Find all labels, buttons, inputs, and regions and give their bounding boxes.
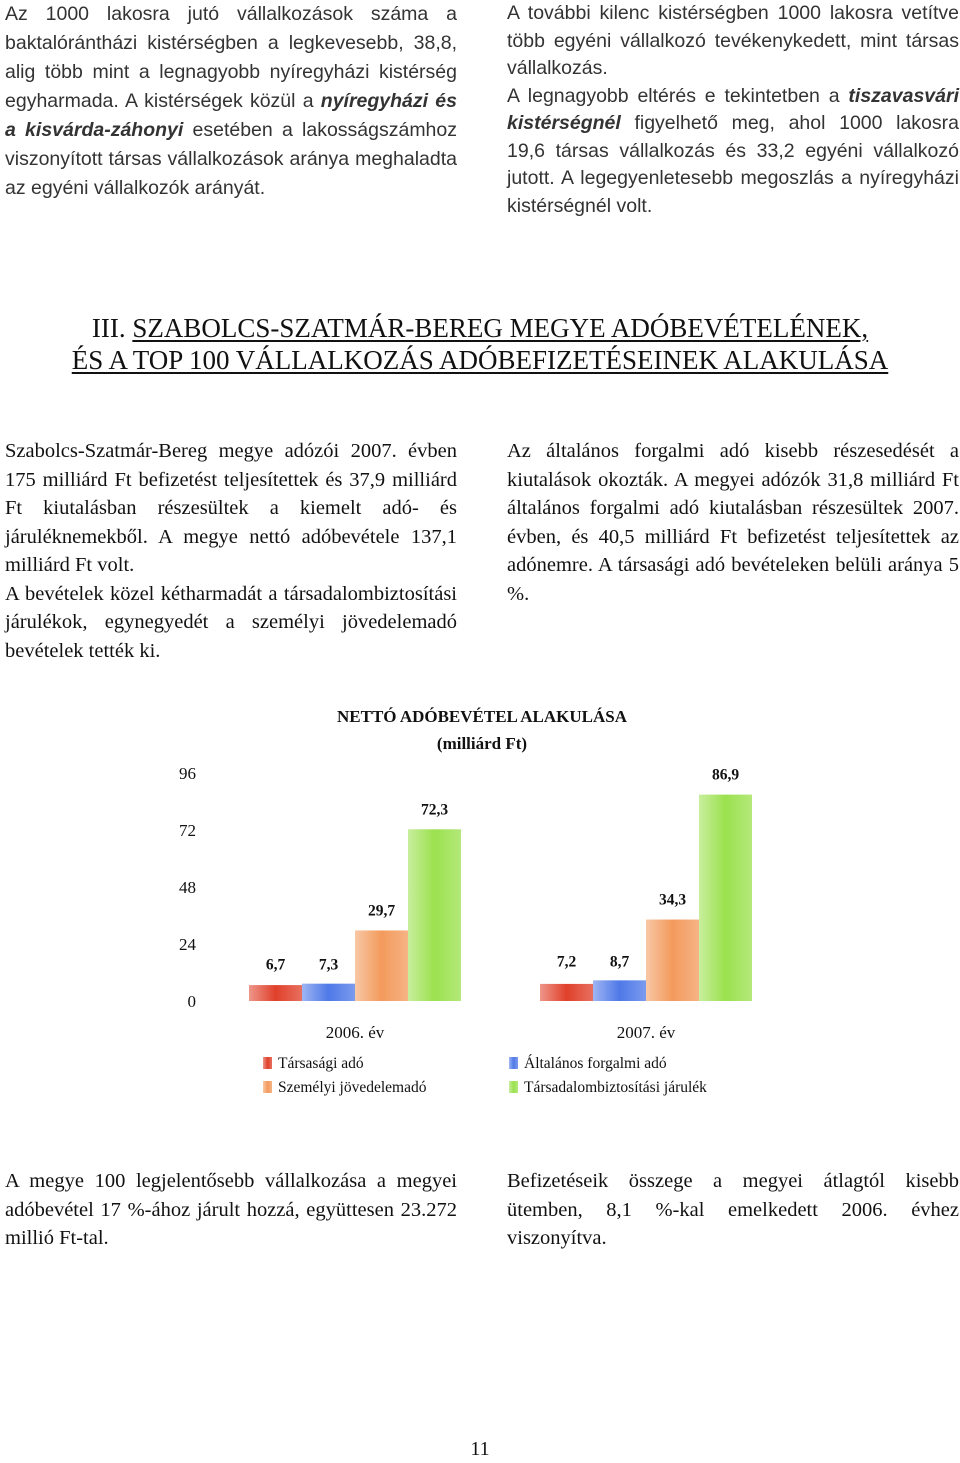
legend-label: Személyi jövedelemadó [278, 1079, 427, 1096]
bottom-right-column [507, 1167, 959, 1253]
middle-left-paragraph-2: A bevételek közel kétharmadát a társadalombiztosítási járulékok, egynegyedét a személyi jövedelemadó bevételek tették ki. [5, 582, 457, 662]
legend-swatch [509, 1057, 518, 1069]
paragraph-text-run: figyelhető meg, ahol 1000 lakosra 19,6 társas vállalkozás és 33,2 egyéni vállalkozó jutott. A legegyenletesebb megoszlás a nyíregyházi kistérségnél volt. [507, 112, 959, 217]
legend-label: Társadalombiztosítási járulék [524, 1079, 707, 1096]
data-label: 7,3 [318, 956, 339, 974]
chart-title: NETTÓ ADÓBEVÉTEL ALAKULÁSA [336, 707, 628, 726]
bar-2-4 [699, 795, 752, 1001]
section-heading-line-1 [0, 312, 960, 344]
bar-2-3 [646, 920, 699, 1001]
top-right-paragraph-2 [507, 83, 959, 221]
bottom-left-paragraph: A megye 100 legjelentősebb vállalkozása a megyei adóbevétel 17 %-ához járult hozzá, együttesen 23.272 millió Ft-tal. [5, 1170, 457, 1249]
y-tick-label: 96 [179, 764, 196, 783]
data-label: 8,7 [609, 953, 630, 971]
page-number: 11 [470, 1438, 490, 1460]
section-title-line-1: SZABOLCS-SZATMÁR-BEREG MEGYE ADÓBEVÉTELÉNEK, [132, 313, 869, 343]
middle-left-column [5, 437, 457, 665]
paragraph-text-run: esetében a lakosságszámhoz viszonyított társas vállalkozások aránya meghaladta az egyéni vállalkozók arányát. [5, 119, 458, 199]
bottom-right-paragraph: Befizetéseik összege a megyei átlagtól kisebb ütemben, 8,1 %-kal emelkedett 2006. évhez viszonyítva. [507, 1170, 959, 1249]
y-tick-label: 24 [179, 935, 196, 954]
paragraph-text-run: A legnagyobb eltérés e tekintetben a [507, 84, 849, 107]
bar-2-1 [540, 984, 593, 1001]
section-heading [0, 312, 960, 376]
data-label: 7,2 [556, 953, 577, 971]
legend-swatch [509, 1081, 518, 1093]
middle-right-paragraph: Az általános forgalmi adó kisebb részesedését a kiutalások okozták. A megyei adózók 31,8 milliárd Ft általános forgalmi adó kiutalásban részesültek 2007. évben, és 40,5 milliárd Ft befizetést teljesítettek az adónemre. A társasági adó bevételeken belüli aránya 5 %. [507, 440, 959, 605]
bar-1-2 [302, 984, 355, 1001]
paragraph-text-run: Az 1000 lakosra jutó vállalkozások száma a baktalórántházi kistérségben a legkevesebb, 38,8, alig több mint a legnagyobb nyíregyházi kistérség egyharmada. A kistérségek közül a [5, 3, 457, 112]
emphasis-text: nyíregyházi és a kisvárda-záhonyi [5, 90, 457, 141]
legend-label: Társasági adó [278, 1055, 364, 1072]
data-label: 86,9 [711, 766, 740, 784]
net-tax-revenue-chart [150, 695, 820, 1115]
y-tick-label: 48 [179, 878, 196, 897]
bar-1-1 [249, 985, 302, 1001]
y-tick-label: 72 [179, 821, 196, 840]
chart-subtitle: (milliárd Ft) [436, 734, 528, 753]
legend-swatch [263, 1057, 272, 1069]
legend-swatch [263, 1081, 272, 1093]
data-label: 72,3 [420, 801, 449, 819]
x-category-label: 2006. év [325, 1023, 385, 1042]
section-title-line-2: ÉS A TOP 100 VÁLLALKOZÁS ADÓBEFIZETÉSEINEK ALAKULÁSA [71, 345, 889, 375]
bottom-left-column [5, 1167, 457, 1253]
data-label: 29,7 [367, 902, 396, 920]
top-left-column [5, 0, 457, 203]
middle-left-paragraph-1: Szabolcs-Szatmár-Bereg megye adózói 2007. évben 175 milliárd Ft befizetést teljesítettek és 37,9 milliárd Ft kiutalásban részesültek a kiemelt adó- és járuléknemekből. A megye nettó adóbevétele 137,1 milliárd Ft volt. [5, 440, 457, 576]
data-label: 6,7 [265, 956, 286, 974]
top-left-paragraph [5, 0, 457, 203]
bar-2-2 [593, 980, 646, 1001]
middle-right-column [507, 437, 959, 608]
top-right-paragraph-1: A további kilenc kistérségben 1000 lakosra vetítve több egyéni vállalkozó tevékenykedett, mint társas vállalkozás. [507, 2, 959, 79]
section-number: III. [91, 313, 126, 343]
x-category-label: 2007. év [616, 1023, 676, 1042]
legend-label: Általános forgalmi adó [524, 1055, 667, 1072]
bar-1-3 [355, 930, 408, 1001]
emphasis-text: tiszavasvári kistérségnél [507, 84, 959, 134]
top-right-column [507, 0, 959, 220]
bar-1-4 [408, 829, 461, 1001]
y-tick-label: 0 [187, 992, 196, 1011]
data-label: 34,3 [658, 891, 687, 909]
